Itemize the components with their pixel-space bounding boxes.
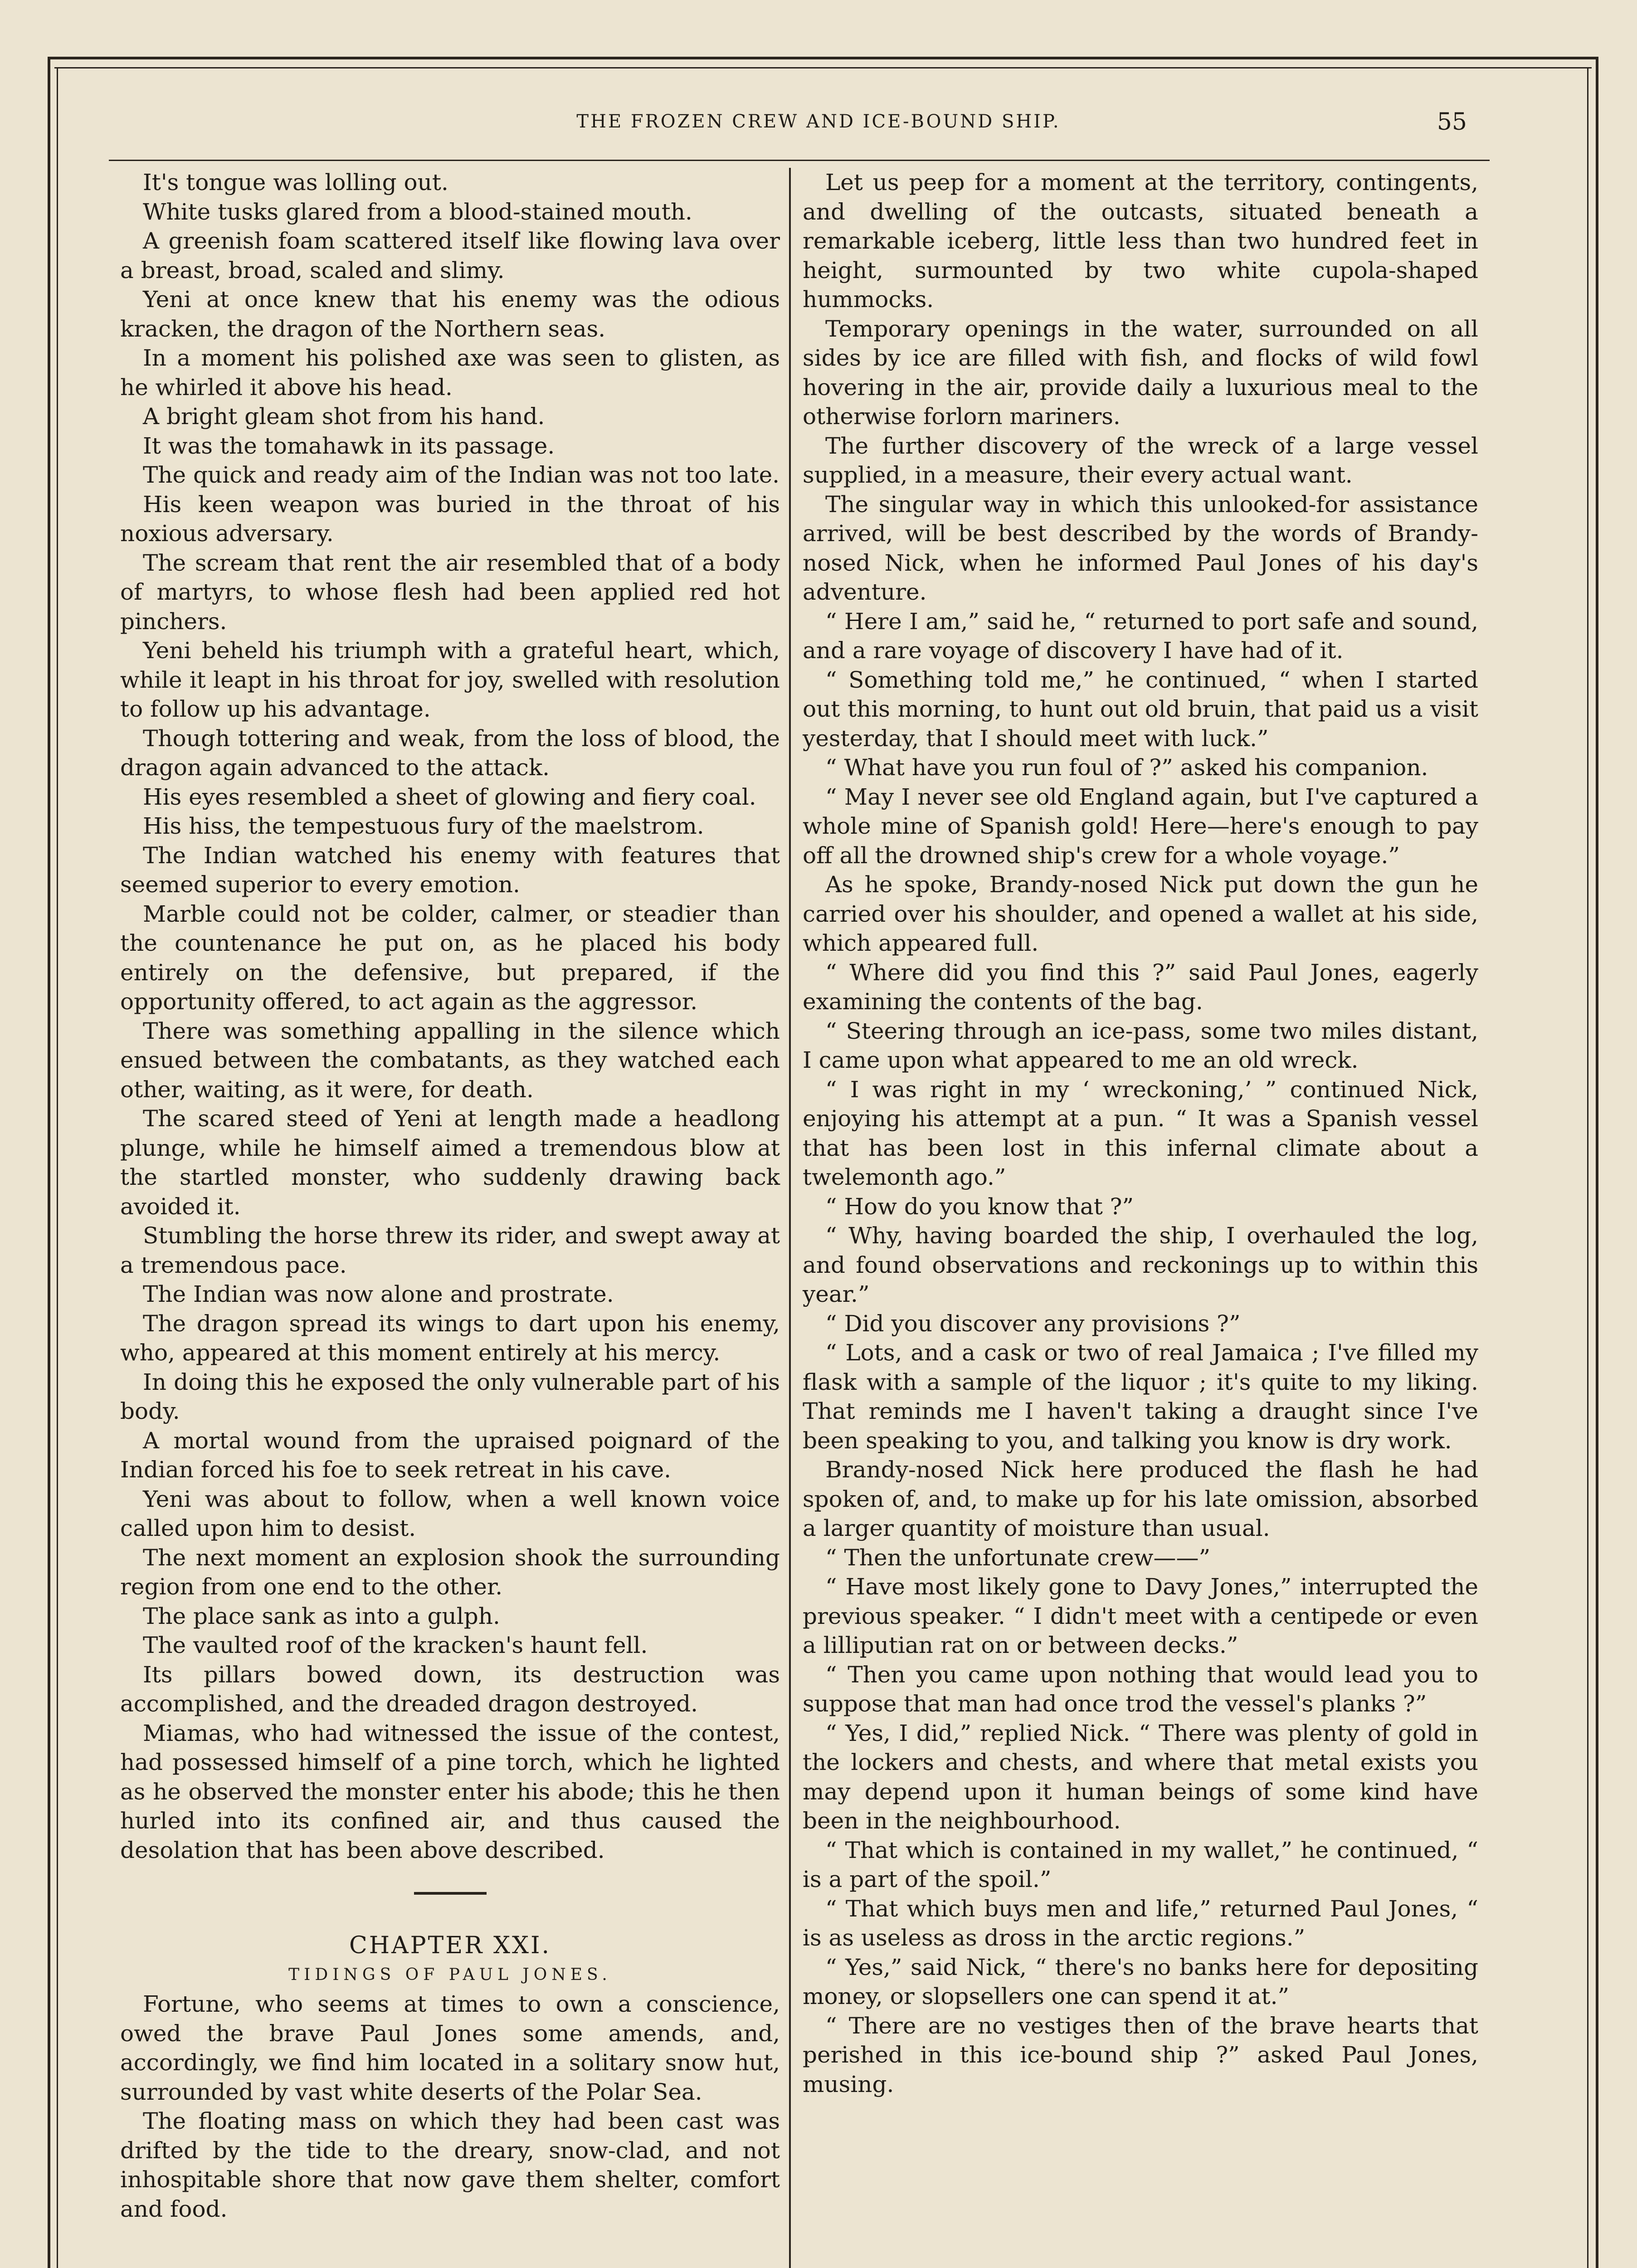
left-column (120, 168, 780, 2224)
paragraph: “ How do you know that ?” (825, 1193, 1134, 1220)
paragraph: The quick and ready aim of the Indian was not too late. (143, 462, 780, 488)
header-rule (109, 160, 1490, 161)
right-border-rule-inner (1587, 67, 1588, 2268)
chapter-title: CHAPTER XXI. (349, 1932, 551, 1959)
paragraph: The scared steed of Yeni at length made a headlong plunge, while he himself aimed a tremendous blow at the startled monster, who suddenly drawing back avoided it. (120, 1105, 780, 1220)
paragraph: White tusks glared from a blood-stained mouth. (143, 198, 692, 225)
paragraph: The singular way in which this unlooked-for assistance arrived, will be best described by the words of Brandy-nosed Nick, when he informed Paul Jones of his day's adventure. (803, 491, 1478, 605)
paragraph: “ Did you discover any provisions ?” (825, 1310, 1241, 1337)
paragraph: The scream that rent the air resembled that of a body of martyrs, to whose flesh had been applied red hot pinchers. (120, 549, 780, 635)
paragraph: The Indian was now alone and prostrate. (143, 1281, 614, 1307)
paragraph: The further discovery of the wreck of a large vessel supplied, in a measure, their every actual want. (803, 432, 1478, 488)
right-border-rule-outer (1596, 57, 1598, 2268)
paragraph: A mortal wound from the upraised poignard of the Indian forced his foe to seek retreat in his cave. (120, 1427, 780, 1483)
top-border-rule-inner (54, 67, 1592, 68)
paragraph: In doing this he exposed the only vulnerable part of his body. (120, 1369, 780, 1424)
paragraph: Yeni at once knew that his enemy was the odious kracken, the dragon of the Northern seas. (120, 286, 780, 342)
paragraph: Yeni was about to follow, when a well known voice called upon him to desist. (120, 1486, 780, 1541)
paragraph: The place sank as into a gulph. (143, 1603, 500, 1629)
paragraph: Brandy-nosed Nick here produced the flash he had spoken of, and, to make up for his late omission, absorbed a larger quantity of moisture than usual. (803, 1457, 1478, 1541)
paragraph: “ Something told me,” he continued, “ when I started out this morning, to hunt out old bruin, that paid us a visit yesterday, that I should meet with luck.” (803, 666, 1478, 752)
paragraph: There was something appalling in the silence which ensued between the combatants, as they watched each other, waiting, as it were, for death. (120, 1017, 780, 1103)
paragraph: Let us peep for a moment at the territory, contingents, and dwelling of the outcasts, situated beneath a remarkable iceberg, little less than two hundred feet in height, surmounted by two white cupola-shaped hummocks. (803, 169, 1478, 313)
paragraph: The next moment an explosion shook the surrounding region from one end to the other. (120, 1544, 780, 1600)
paragraph: Fortune, who seems at times to own a conscience, owed the brave Paul Jones some amends, and, accordingly, we find him located in a solitary snow hut, surrounded by vast white deserts of the Polar Sea. (120, 1991, 780, 2105)
paragraph: The floating mass on which they had been cast was drifted by the tide to the dreary, snow-clad, and not inhospitable shore that now gave them shelter, comfort and food. (120, 2108, 780, 2222)
paragraph: His keen weapon was buried in the throat of his noxious adversary. (120, 491, 780, 547)
column-divider (789, 168, 791, 2268)
paragraph: Its pillars bowed down, its destruction was accomplished, and the dreaded dragon destroyed. (120, 1661, 780, 1717)
page-number: 55 (1437, 108, 1467, 136)
paragraph: “ Then you came upon nothing that would lead you to suppose that man had once trod the vessel's planks ?” (803, 1661, 1478, 1717)
paragraph: “ May I never see old England again, but I've captured a whole mine of Spanish gold! Here—here's enough to pay off all the drowned ship's crew for a whole voyage.” (803, 783, 1478, 869)
paragraph: Though tottering and weak, from the loss of blood, the dragon again advanced to the attack. (120, 725, 780, 781)
paragraph: “ What have you run foul of ?” asked his companion. (825, 754, 1428, 781)
page-header (0, 108, 1637, 152)
paragraph: “ Lots, and a cask or two of real Jamaica ; I've filled my flask with a sample of the liquor ; it's quite to my liking. That reminds me I haven't taking a draught since I've been speaking to you, and talking you know is dry work. (803, 1339, 1478, 1454)
right-column (803, 168, 1478, 2099)
paragraph: Temporary openings in the water, surrounded on all sides by ice are filled with fish, and flocks of wild fowl hovering in the air, provide daily a luxurious meal to the otherwise forlorn mariners. (803, 315, 1478, 430)
paragraph: The dragon spread its wings to dart upon his enemy, who, appeared at this moment entirely at his mercy. (120, 1310, 780, 1366)
paragraph: “ Then the unfortunate crew——” (825, 1544, 1211, 1571)
paragraph: “ Steering through an ice-pass, some two miles distant, I came upon what appeared to me an old wreck. (803, 1017, 1478, 1073)
paragraph: “ There are no vestiges then of the brave hearts that perished in this ice-bound ship ?” asked Paul Jones, musing. (803, 2012, 1478, 2097)
paragraph: “ Have most likely gone to Davy Jones,” interrupted the previous speaker. “ I didn't meet with a centipede or even a lilliputian rat on or between decks.” (803, 1574, 1478, 1658)
paragraph: A bright gleam shot from his hand. (143, 403, 545, 430)
left-border-rule-outer (48, 57, 50, 2268)
paragraph: As he spoke, Brandy-nosed Nick put down the gun he carried over his shoulder, and opened a wallet at his side, which appeared full. (803, 871, 1478, 956)
paragraph: His eyes resembled a sheet of glowing and fiery coal. (143, 783, 756, 810)
paragraph: “ Yes,” said Nick, “ there's no banks here for depositing money, or slopsellers one can spend it at.” (803, 1954, 1478, 2009)
paragraph: Stumbling the horse threw its rider, and swept away at a tremendous pace. (120, 1222, 780, 1278)
chapter-divider (414, 1892, 487, 1895)
paragraph: “ Here I am,” said he, “ returned to port safe and sound, and a rare voyage of discovery I have had of it. (803, 608, 1478, 664)
paragraph: His hiss, the tempestuous fury of the maelstrom. (143, 813, 704, 839)
running-title: THE FROZEN CREW AND ICE-BOUND SHIP. (576, 111, 1061, 132)
paragraph: “ That which is contained in my wallet,” he continued, “ is a part of the spoil.” (803, 1837, 1478, 1892)
chapter-subtitle: TIDINGS OF PAUL JONES. (288, 1965, 612, 1984)
top-border-rule-outer (48, 57, 1598, 59)
paragraph: “ I was right in my ‘ wreckoning,’ ” continued Nick, enjoying his attempt at a pun. “ It was a Spanish vessel that has been lost in this infernal climate about a twelemonth ago.” (803, 1076, 1478, 1190)
paragraph: In a moment his polished axe was seen to glisten, as he whirled it above his head. (120, 345, 780, 401)
paragraph: “ Yes, I did,” replied Nick. “ There was plenty of gold in the lockers and chests, and where that metal exists you may depend upon it human beings of some kind have been in the neighbourhood. (803, 1720, 1478, 1834)
paragraph: It was the tomahawk in its passage. (143, 432, 555, 459)
paragraph: “ Why, having boarded the ship, I overhauled the log, and found observations and reckonings up to within this year.” (803, 1222, 1478, 1307)
paragraph: The Indian watched his enemy with features that seemed superior to every emotion. (120, 842, 780, 898)
paragraph: It's tongue was lolling out. (143, 169, 448, 196)
paragraph: Miamas, who had witnessed the issue of the contest, had possessed himself of a pine torch, which he lighted as he observed the monster enter his abode; this he then hurled into its confined air, and thus caused the desolation that has been above described. (120, 1720, 780, 1863)
paragraph: “ Where did you find this ?” said Paul Jones, eagerly examining the contents of the bag. (803, 959, 1478, 1015)
paragraph: A greenish foam scattered itself like flowing lava over a breast, broad, scaled and slimy. (120, 228, 780, 284)
paragraph: “ That which buys men and life,” returned Paul Jones, “ is as useless as dross in the arctic regions.” (803, 1895, 1478, 1951)
paragraph: Marble could not be colder, calmer, or steadier than the countenance he put on, as he placed his body entirely on the defensive, but prepared, if the opportunity offered, to act again as the aggressor. (120, 900, 780, 1015)
left-border-rule-inner (57, 67, 58, 2268)
paragraph: The vaulted roof of the kracken's haunt fell. (143, 1632, 648, 1658)
paragraph: Yeni beheld his triumph with a grateful heart, which, while it leapt in his throat for joy, swelled with resolution to follow up his advantage. (120, 637, 780, 722)
